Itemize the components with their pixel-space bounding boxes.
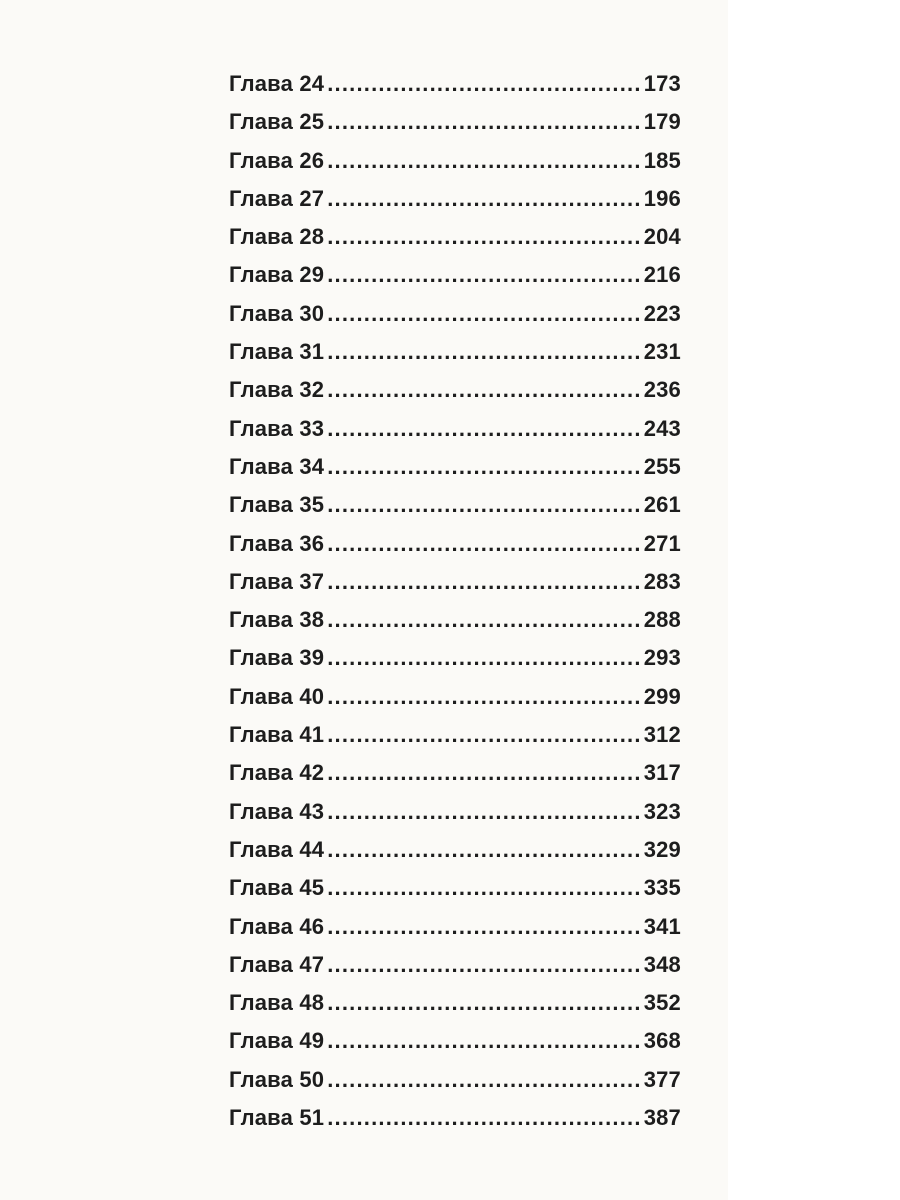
- dot-leader: [327, 186, 640, 212]
- dot-leader: [327, 1028, 640, 1054]
- page-number: 368: [643, 1028, 681, 1054]
- toc-entry: [229, 722, 681, 760]
- toc-entry: [229, 607, 681, 645]
- toc-entry: [229, 531, 681, 569]
- toc-entry: [229, 492, 681, 530]
- page-number: 173: [643, 71, 681, 96]
- page-number: 255: [643, 453, 681, 479]
- dot-leader: [327, 607, 640, 633]
- dot-leader: [327, 914, 640, 940]
- page-number: 236: [643, 377, 681, 403]
- dot-leader: [327, 722, 640, 748]
- page-number: 329: [643, 836, 681, 862]
- dot-leader: [327, 645, 640, 671]
- page-number: 231: [643, 339, 681, 365]
- chapter-title: Глава 43: [229, 798, 325, 824]
- dot-leader: [327, 531, 640, 557]
- dot-leader: [327, 1067, 640, 1093]
- dot-leader: [327, 416, 640, 442]
- dot-leader: [327, 109, 640, 135]
- page-number: 271: [643, 530, 681, 556]
- chapter-title: Глава 33: [229, 415, 325, 441]
- page-number: 185: [643, 147, 681, 173]
- chapter-title: Глава 44: [229, 836, 325, 862]
- chapter-title: Глава 27: [229, 185, 325, 211]
- toc-entry: [229, 1105, 681, 1143]
- page-number: 223: [643, 300, 681, 326]
- chapter-title: Глава 24: [229, 71, 325, 96]
- chapter-title: Глава 35: [229, 492, 325, 518]
- toc-entry: [229, 684, 681, 722]
- page-number: 288: [643, 607, 681, 633]
- toc-entry: [229, 645, 681, 683]
- chapter-title: Глава 39: [229, 645, 325, 671]
- toc-entry: [229, 837, 681, 875]
- dot-leader: [327, 148, 640, 174]
- page-number: 216: [643, 262, 681, 288]
- toc-entry: [229, 186, 681, 224]
- toc-entry: [229, 1067, 681, 1105]
- page-number: 204: [643, 224, 681, 250]
- chapter-title: Глава 31: [229, 339, 325, 365]
- dot-leader: [327, 875, 640, 901]
- dot-leader: [327, 454, 640, 480]
- dot-leader: [327, 339, 640, 365]
- toc-entry: [229, 760, 681, 798]
- dot-leader: [327, 990, 640, 1016]
- chapter-title: Глава 41: [229, 722, 325, 748]
- chapter-title: Глава 48: [229, 990, 325, 1016]
- dot-leader: [327, 301, 640, 327]
- page-number: 196: [643, 185, 681, 211]
- chapter-title: Глава 47: [229, 951, 325, 977]
- page-number: 348: [643, 951, 681, 977]
- dot-leader: [327, 569, 640, 595]
- page-number: 377: [643, 1066, 681, 1092]
- toc-entry: [229, 416, 681, 454]
- toc-entry: [229, 148, 681, 186]
- dot-leader: [327, 760, 640, 786]
- chapter-title: Глава 49: [229, 1028, 325, 1054]
- page-number: 335: [643, 875, 681, 901]
- toc-entry: [229, 454, 681, 492]
- toc-entry: [229, 875, 681, 913]
- toc-entry: [229, 301, 681, 339]
- chapter-title: Глава 42: [229, 760, 325, 786]
- dot-leader: [327, 377, 640, 403]
- toc-entry: [229, 339, 681, 377]
- page-number: 243: [643, 415, 681, 441]
- toc-entry: [229, 799, 681, 837]
- dot-leader: [327, 224, 640, 250]
- chapter-title: Глава 37: [229, 568, 325, 594]
- dot-leader: [327, 262, 640, 288]
- toc-entry: [229, 914, 681, 952]
- table-of-contents: [229, 71, 681, 1143]
- toc-entry: [229, 569, 681, 607]
- dot-leader: [327, 684, 640, 710]
- chapter-title: Глава 50: [229, 1066, 325, 1092]
- page-number: 317: [643, 760, 681, 786]
- toc-entry: [229, 224, 681, 262]
- dot-leader: [327, 837, 640, 863]
- dot-leader: [327, 71, 640, 97]
- page-number: 341: [643, 913, 681, 939]
- page-number: 387: [643, 1105, 681, 1131]
- toc-entry: [229, 262, 681, 300]
- chapter-title: Глава 29: [229, 262, 325, 288]
- page-number: 323: [643, 798, 681, 824]
- page-number: 283: [643, 568, 681, 594]
- page-number: 352: [643, 990, 681, 1016]
- chapter-title: Глава 45: [229, 875, 325, 901]
- toc-entry: [229, 952, 681, 990]
- page-number: 293: [643, 645, 681, 671]
- chapter-title: Глава 25: [229, 109, 325, 135]
- chapter-title: Глава 40: [229, 683, 325, 709]
- toc-entry: [229, 990, 681, 1028]
- chapter-title: Глава 51: [229, 1105, 325, 1131]
- toc-entry: [229, 377, 681, 415]
- toc-entry: [229, 109, 681, 147]
- chapter-title: Глава 36: [229, 530, 325, 556]
- chapter-title: Глава 38: [229, 607, 325, 633]
- page-number: 179: [643, 109, 681, 135]
- chapter-title: Глава 26: [229, 147, 325, 173]
- page-number: 261: [643, 492, 681, 518]
- dot-leader: [327, 1105, 640, 1131]
- chapter-title: Глава 28: [229, 224, 325, 250]
- dot-leader: [327, 799, 640, 825]
- chapter-title: Глава 32: [229, 377, 325, 403]
- chapter-title: Глава 30: [229, 300, 325, 326]
- chapter-title: Глава 46: [229, 913, 325, 939]
- dot-leader: [327, 492, 640, 518]
- page-number: 299: [643, 683, 681, 709]
- page-number: 312: [643, 722, 681, 748]
- toc-entry: [229, 1028, 681, 1066]
- chapter-title: Глава 34: [229, 453, 325, 479]
- dot-leader: [327, 952, 640, 978]
- toc-entry: [229, 71, 681, 109]
